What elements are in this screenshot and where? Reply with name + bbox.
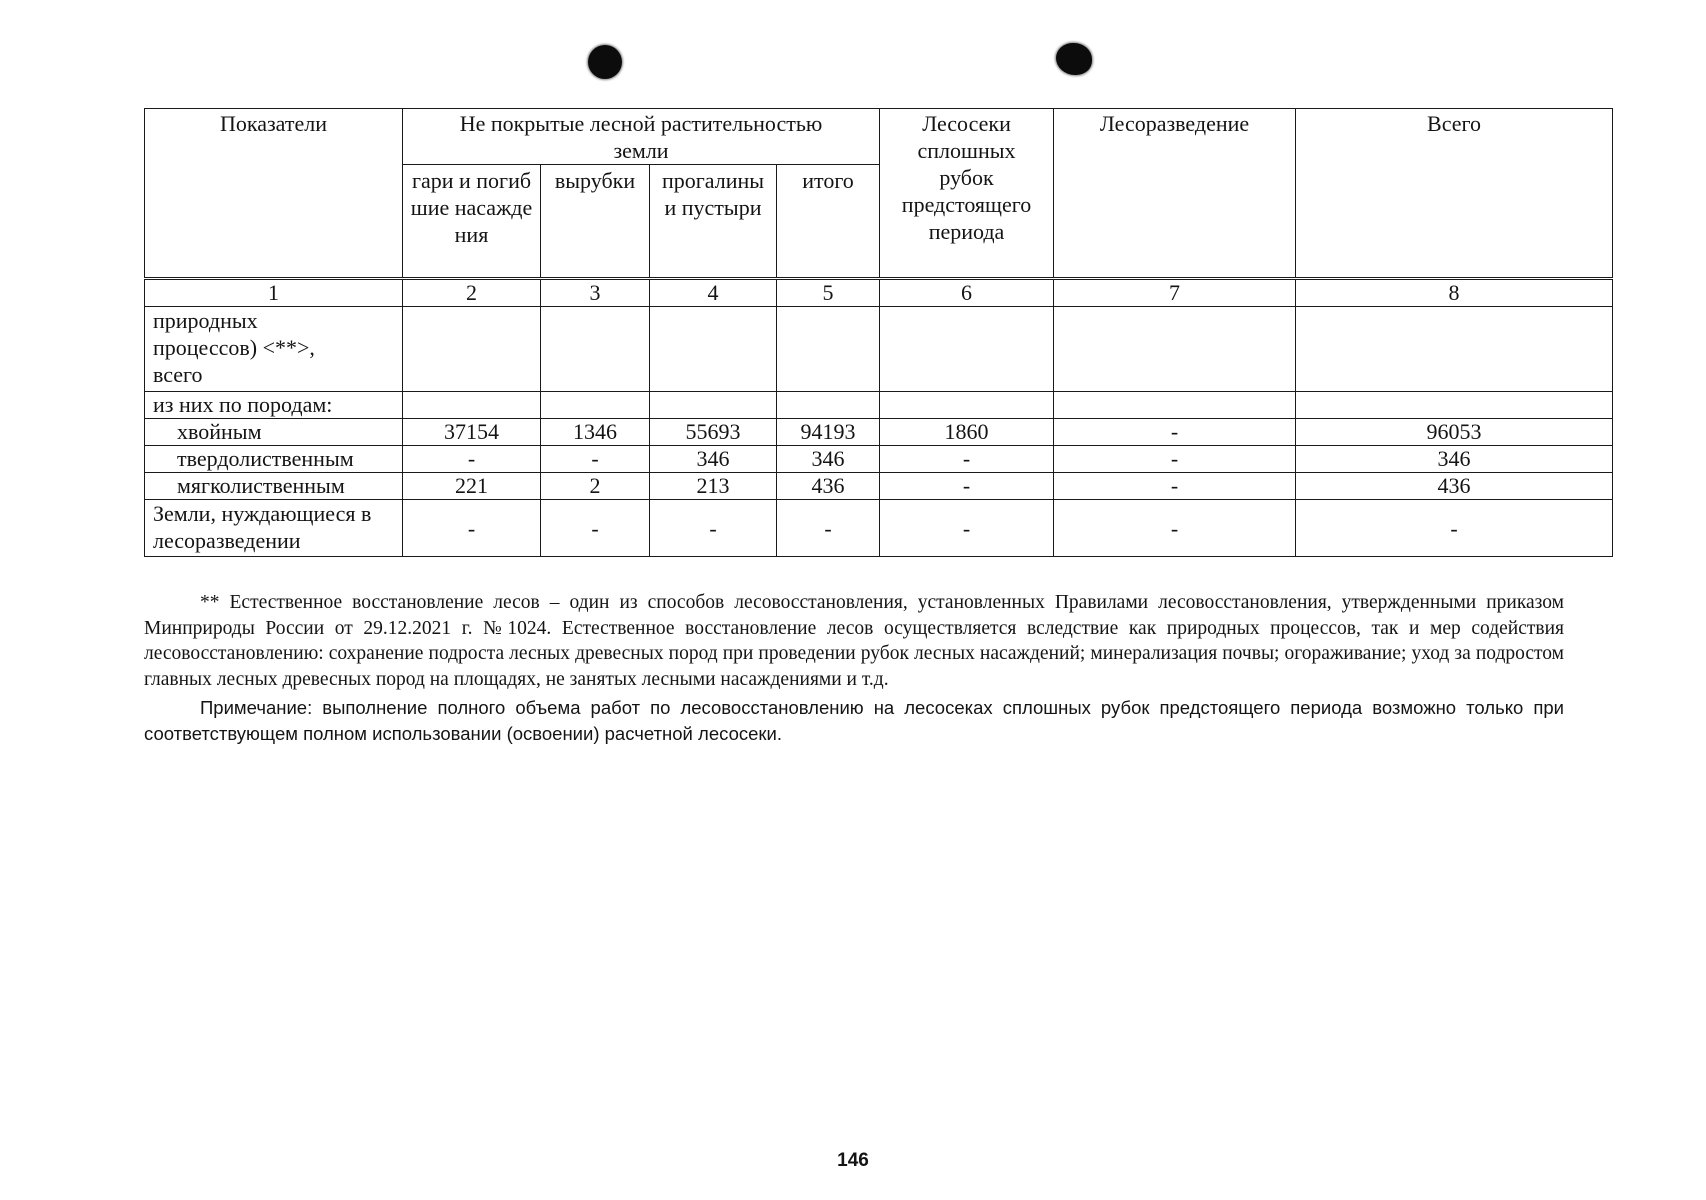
- column-number: 7: [1054, 279, 1296, 307]
- column-number: 8: [1296, 279, 1613, 307]
- table-cell: -: [541, 500, 650, 557]
- table-cell: [650, 392, 777, 419]
- table-row: [145, 446, 1613, 473]
- header-glades: прогалины и пустыри: [650, 165, 777, 279]
- table-cell: 55693: [650, 419, 777, 446]
- table-cell: 213: [650, 473, 777, 500]
- table-cell: [1296, 392, 1613, 419]
- row-label: мягколиственным: [145, 473, 403, 500]
- table-cell: 2: [541, 473, 650, 500]
- table-cell: 1860: [880, 419, 1054, 446]
- table-cell: -: [403, 500, 541, 557]
- table-cell: -: [650, 500, 777, 557]
- table-cell: [1296, 307, 1613, 392]
- table-cell: [403, 392, 541, 419]
- column-number: 4: [650, 279, 777, 307]
- table-cell: -: [1296, 500, 1613, 557]
- table-cell: 96053: [1296, 419, 1613, 446]
- table-cell: -: [403, 446, 541, 473]
- header-indicators: Показатели: [145, 109, 403, 279]
- table-cell: -: [777, 500, 880, 557]
- footnote-text: ** Естественное восстановление лесов – один из способов лесовосстановления, установленных Правилами лесовосстановления, утвержденными приказом Минприроды России от 29.12.2021 г. №1024. Естественное восстановление лесов осуществляется вследствие как природных процессов, так и мер содействия лесовосстановлению: сохранение подроста лесных древесных пород при проведении рубок лесных насаждений; минерализация почвы; огораживание; уход за подростом главных лесных древесных пород на площадях, не занятых лесными насаждениями и т.д.: [144, 592, 1564, 690]
- page-number: 146: [837, 1150, 869, 1171]
- header-not-covered: Не покрытые лесной растительностью земли: [403, 109, 880, 165]
- table-cell: [777, 392, 880, 419]
- column-number: 3: [541, 279, 650, 307]
- header-row-1: [145, 109, 1613, 165]
- table-cell: [650, 307, 777, 392]
- table-cell: [880, 307, 1054, 392]
- table-cell: -: [1054, 500, 1296, 557]
- column-number: 1: [145, 279, 403, 307]
- table-cell: 436: [777, 473, 880, 500]
- header-grand-total: Всего: [1296, 109, 1613, 279]
- header-total-sub: итого: [777, 165, 880, 279]
- table-cell: [541, 307, 650, 392]
- table-row: [145, 419, 1613, 446]
- column-number: 6: [880, 279, 1054, 307]
- table-cell: [1054, 307, 1296, 392]
- reforestation-table: [144, 108, 1613, 557]
- column-number: 5: [777, 279, 880, 307]
- row-label: хвойным: [145, 419, 403, 446]
- table-cell: -: [1054, 473, 1296, 500]
- table-cell: 221: [403, 473, 541, 500]
- table-cell: -: [880, 500, 1054, 557]
- table-row: [145, 500, 1613, 557]
- table-cell: 37154: [403, 419, 541, 446]
- table-cell: -: [1054, 419, 1296, 446]
- row-label: из них по породам:: [145, 392, 403, 419]
- header-burned: гари и погибшие насаждения: [403, 165, 541, 279]
- table-cell: -: [880, 473, 1054, 500]
- table-cell: [777, 307, 880, 392]
- table-row: [145, 473, 1613, 500]
- punch-hole-left: [588, 45, 622, 79]
- table-cell: [1054, 392, 1296, 419]
- row-label: природных процессов) <**>, всего: [145, 307, 403, 392]
- column-number: 2: [403, 279, 541, 307]
- table-cell: [880, 392, 1054, 419]
- row-label: твердолиственным: [145, 446, 403, 473]
- table-cell: [541, 392, 650, 419]
- table-cell: 94193: [777, 419, 880, 446]
- notes-section: [144, 590, 1564, 749]
- header-afforestation: Лесоразведение: [1054, 109, 1296, 279]
- row-label: Земли, нуждающиеся в лесоразведении: [145, 500, 403, 557]
- table-cell: 346: [1296, 446, 1613, 473]
- column-numbers-row: [145, 279, 1613, 307]
- table-cell: -: [541, 446, 650, 473]
- table-row: [145, 307, 1613, 392]
- remark-text: Примечание: выполнение полного объема работ по лесовосстановлению на лесосеках сплошных рубок предстоящего периода возможно только при соответствующем полном использовании (освоении) расчетной лесосеки.: [144, 697, 1564, 744]
- table-cell: 346: [650, 446, 777, 473]
- punch-hole-right: [1056, 43, 1092, 75]
- table-cell: -: [880, 446, 1054, 473]
- table-cell: -: [1054, 446, 1296, 473]
- table-row: [145, 392, 1613, 419]
- header-cuttings: вырубки: [541, 165, 650, 279]
- table-cell: [403, 307, 541, 392]
- table-cell: 346: [777, 446, 880, 473]
- table-cell: 1346: [541, 419, 650, 446]
- table-cell: 436: [1296, 473, 1613, 500]
- header-clearcut: Лесосеки сплошных рубок предстоящего периода: [880, 109, 1054, 279]
